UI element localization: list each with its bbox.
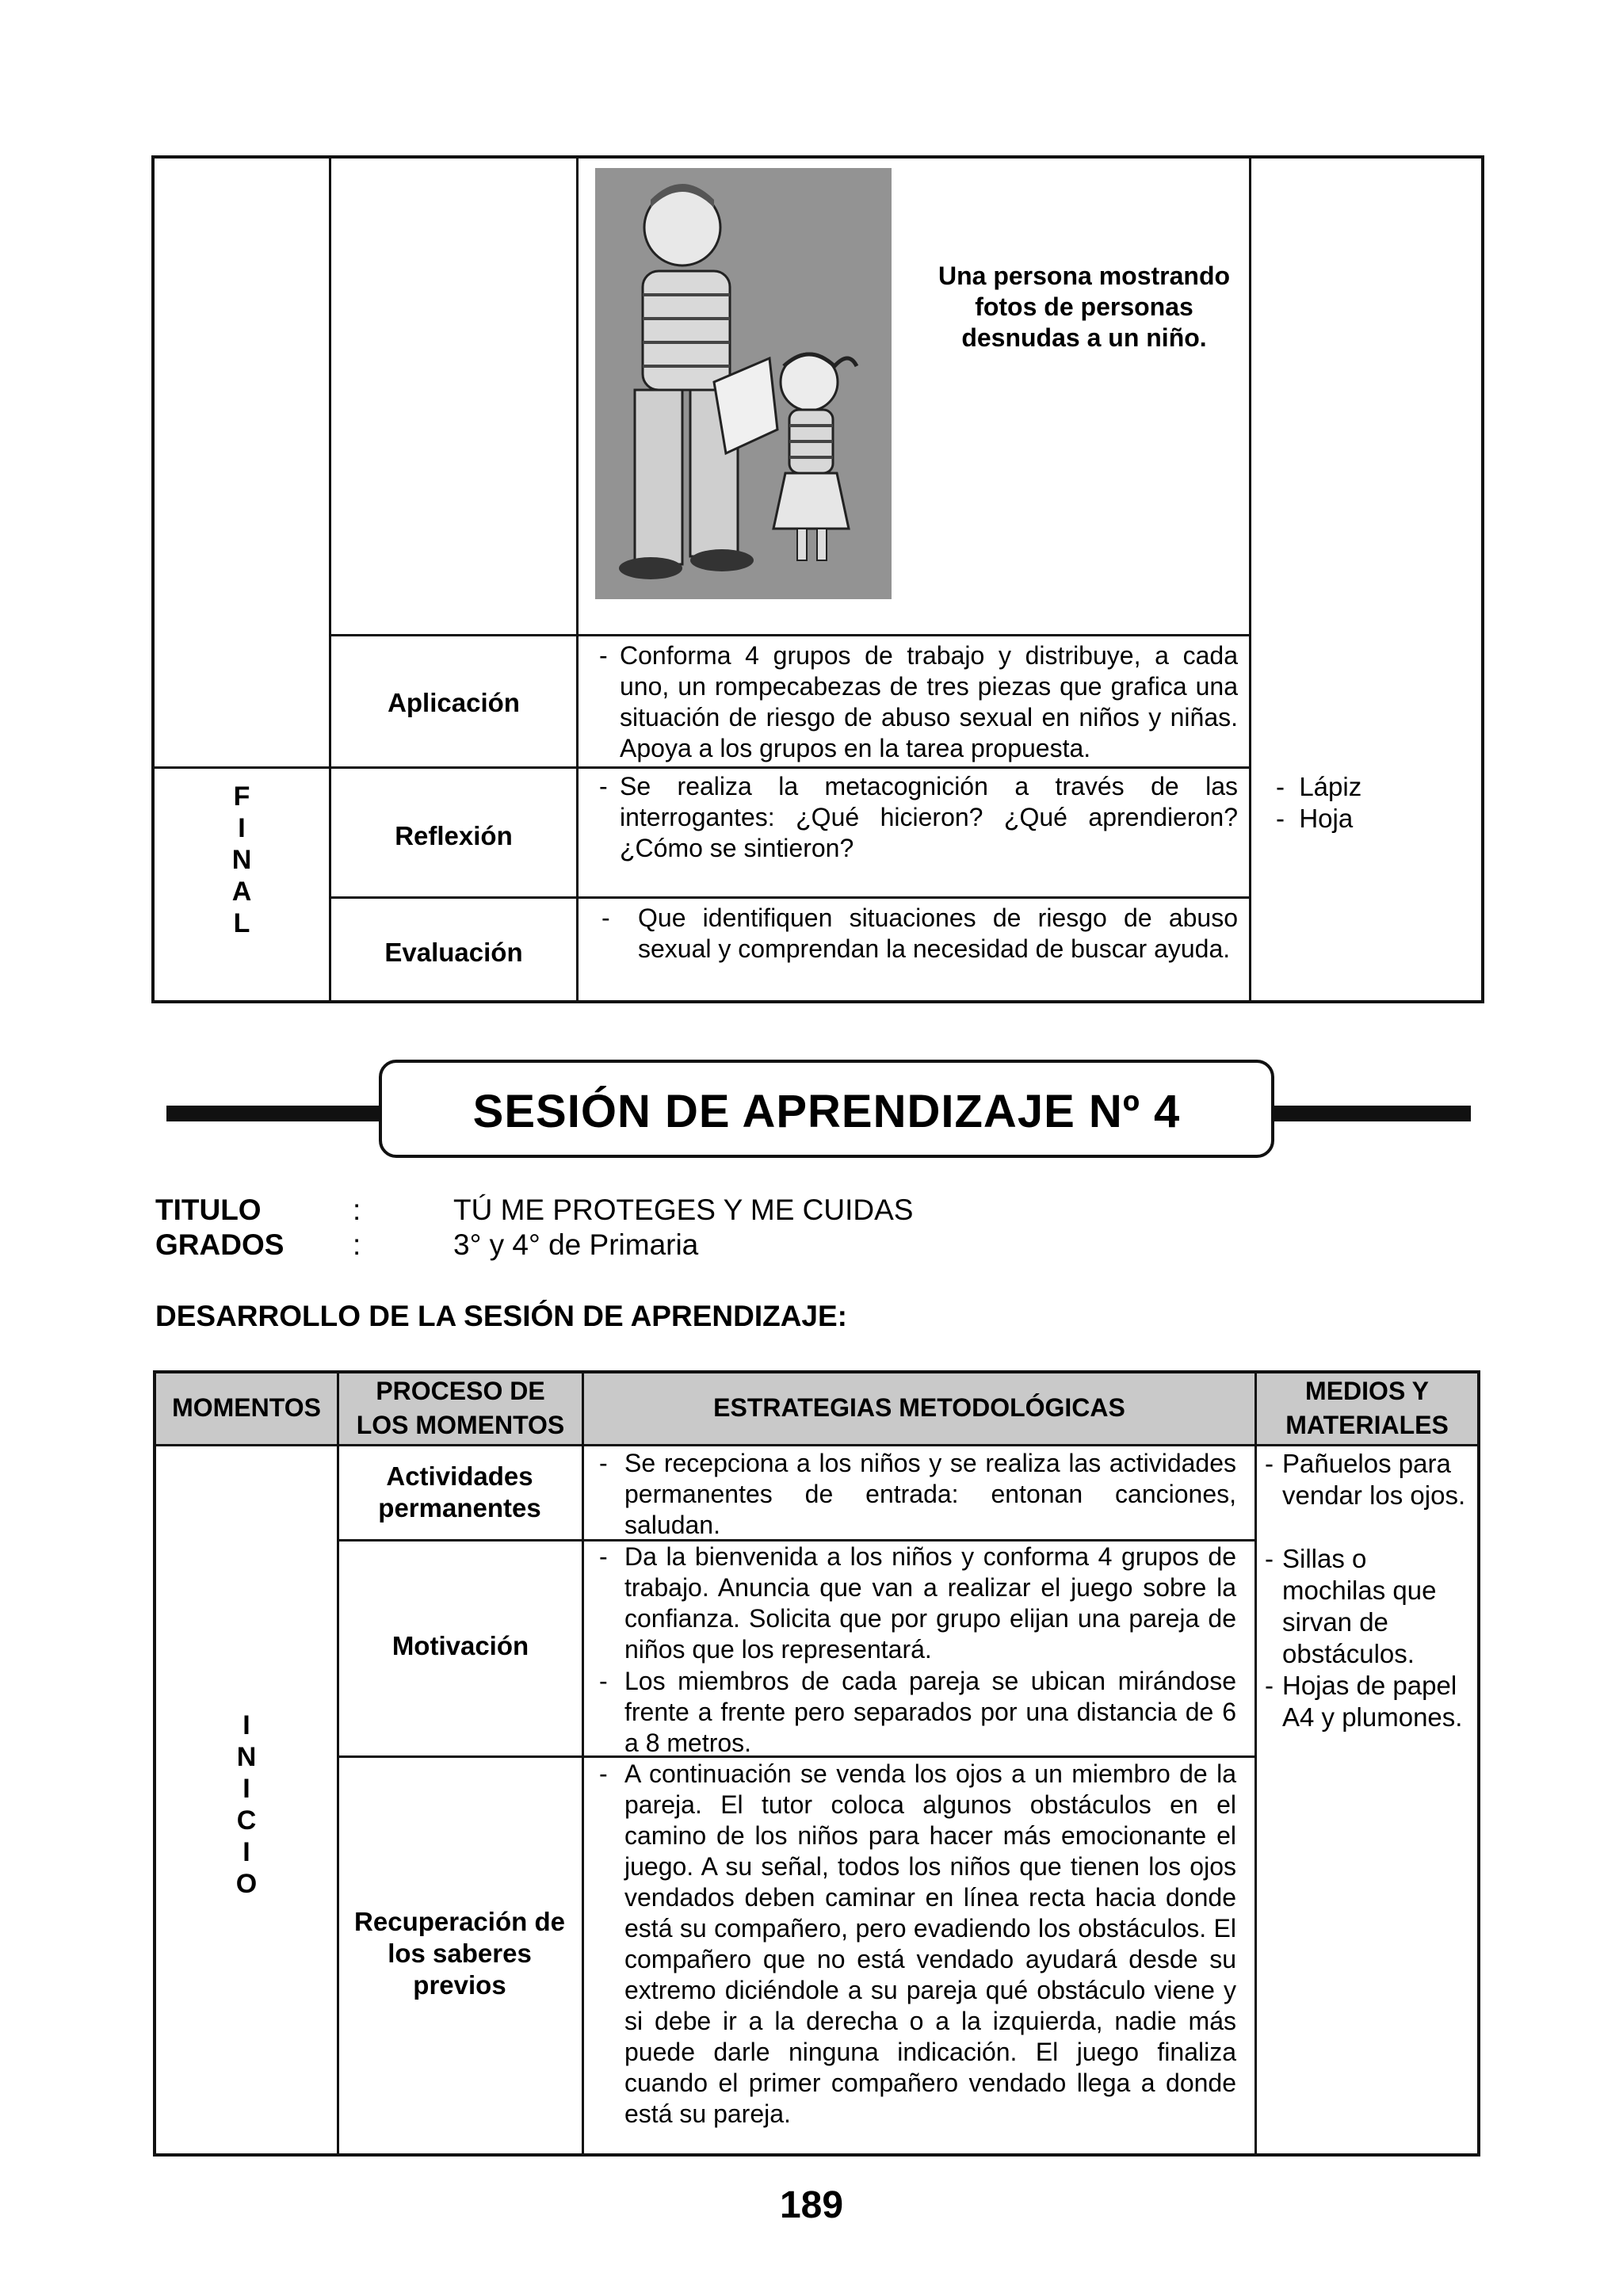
process-reflexion: Reflexión — [395, 821, 513, 850]
table-divider — [337, 1370, 339, 2157]
titulo-value: TÚ ME PROTEGES Y ME CUIDAS — [453, 1194, 914, 1226]
material-item: - Hojas de papel A4 y plumones. — [1265, 1671, 1463, 1732]
table-divider — [153, 1444, 1480, 1446]
section-heading: DESARROLLO DE LA SESIÓN DE APRENDIZAJE: — [155, 1300, 848, 1332]
material-item: - Sillas o mochilas que sirvan de obstáculos. — [1265, 1544, 1437, 1668]
strategy-text: - Se recepciona a los niños y se realiza las actividades permanentes de entrada: entonan canciones, saludan. — [599, 1449, 1236, 1539]
grados-colon: : — [353, 1228, 361, 1261]
strategy-text: - Conforma 4 grupos de trabajo y distribuye, a cada uno, un rompecabezas de tres piezas que grafica una situación de riesgo de abuso sexual en niños y niñas. Apoya a los grupos en la tarea propuesta. — [599, 641, 1238, 762]
table-divider — [151, 766, 1250, 769]
moment-label-inicio: I N I C I O — [235, 1710, 258, 1899]
process-aplicacion: Aplicación — [388, 688, 520, 717]
table-divider — [329, 634, 1251, 636]
titulo-colon: : — [353, 1194, 361, 1226]
header-medios: MEDIOS Y MATERIALES — [1285, 1377, 1449, 1439]
process-motivacion: Motivación — [391, 1631, 529, 1660]
moment-label-final: F I N A L — [231, 781, 252, 938]
table-divider — [329, 896, 1251, 899]
strategy-text: - A continuación se venda los ojos a un miembro de la pareja. El tutor coloca algunos obstáculos en el camino de los niños para hacer más emocionante el juego. A su señal, todos los niños que tienen los ojos vendados deben caminar en línea recta hacia donde está su compañero, pero evadiendo los obstáculos. El compañero que no está vendado ayudará desde su extremo diciéndole a su pareja qué obstáculo viene y si debe ir a la derecha o a la izquierda, nadie más puede darle ninguna indicación. El juego finaliza cuando el primer compañero vendado llega a donde está su pareja. — [599, 1759, 1236, 2128]
header-proceso: PROCESO DE LOS MOMENTOS — [356, 1377, 565, 1439]
table-divider — [329, 155, 331, 1003]
material-item: - Pañuelos para vendar los ojos. — [1265, 1449, 1466, 1510]
grados-value: 3° y 4° de Primaria — [453, 1228, 699, 1261]
process-evaluacion: Evaluación — [384, 938, 523, 967]
header-momentos: MOMENTOS — [172, 1393, 321, 1422]
illustration-caption: Una persona mostrando fotos de personas desnudas a un niño. — [938, 262, 1231, 352]
strategy-text: - Da la bienvenida a los niños y conforma 4 grupos de trabajo. Anuncia que van a realizar el juego sobre la confianza. Solicita que por grupo elijan una pareja de niños que los representará. — [599, 1542, 1236, 1664]
strategy-text: - Los miembros de cada pareja se ubican mirándose frente a frente pero separados por una distancia de 6 a 8 metros. — [599, 1667, 1236, 1757]
header-estrategias: ESTRATEGIAS METODOLÓGICAS — [713, 1393, 1125, 1422]
material-item: - Hoja — [1276, 804, 1354, 833]
titulo-label: TITULO — [155, 1194, 262, 1226]
page-number: 189 — [779, 2184, 844, 2226]
session-title: SESIÓN DE APRENDIZAJE Nº 4 — [472, 1086, 1181, 1137]
illustration-image — [595, 168, 892, 599]
table-divider — [1249, 155, 1251, 1003]
table-divider — [582, 1370, 584, 2157]
strategy-text: - Que identifiquen situaciones de riesgo de abuso sexual y comprendan la necesidad de buscar ayuda. — [601, 904, 1238, 963]
strategy-text: - Se realiza la metacognición a través de las interrogantes: ¿Qué hicieron? ¿Qué aprendieron? ¿Cómo se sintieron? — [599, 772, 1238, 862]
banner-bar-left — [166, 1106, 380, 1121]
process-recuperacion: Recuperación de los saberes previos — [354, 1907, 565, 2000]
table-divider — [1254, 1370, 1257, 2157]
grados-label: GRADOS — [155, 1228, 285, 1261]
table-divider — [576, 155, 579, 1003]
process-actividades: Actividades permanentes — [378, 1461, 541, 1522]
banner-bar-right — [1273, 1106, 1471, 1121]
material-item: - Lápiz — [1276, 772, 1362, 801]
